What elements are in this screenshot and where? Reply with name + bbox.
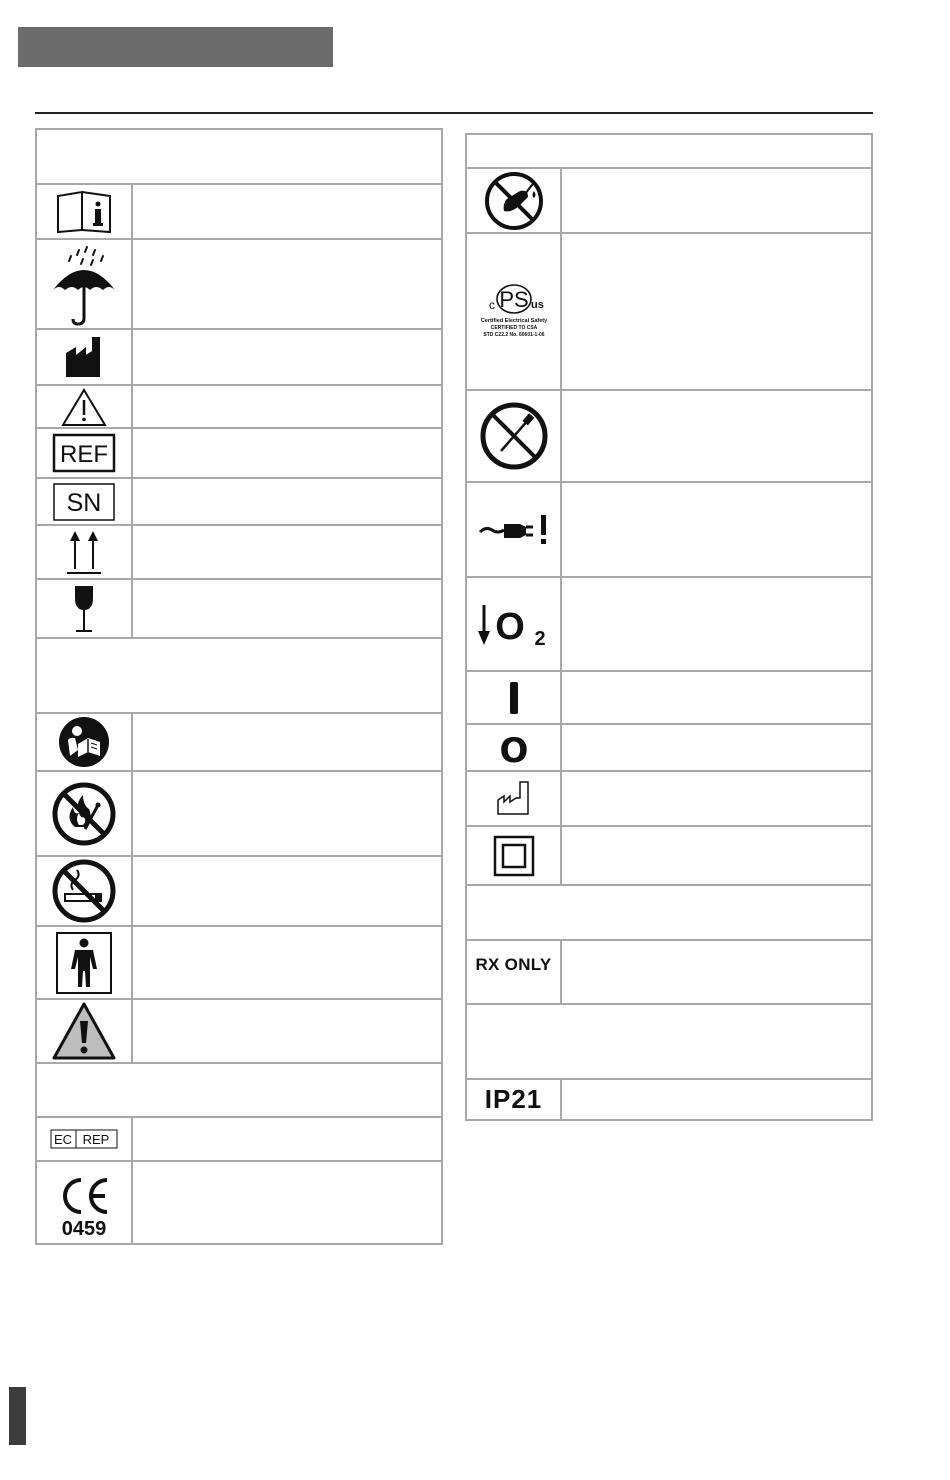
table-row bbox=[37, 386, 441, 429]
header-rule bbox=[35, 112, 873, 114]
left-symbol-table bbox=[35, 128, 443, 1245]
do-not-disassemble-icon bbox=[479, 401, 549, 471]
fragile-glass-icon bbox=[69, 584, 99, 634]
o2-label: O bbox=[494, 606, 525, 648]
table-row bbox=[37, 240, 441, 330]
table-row bbox=[467, 234, 871, 391]
caution-triangle-icon bbox=[60, 387, 108, 427]
header-bar bbox=[18, 27, 333, 67]
rep-label: REP bbox=[82, 1132, 110, 1147]
table-row bbox=[467, 941, 871, 1005]
power-on-label: I bbox=[513, 707, 514, 709]
table-row bbox=[467, 827, 871, 886]
ec-label: EC bbox=[53, 1132, 73, 1147]
no-oil-grease-icon bbox=[484, 171, 544, 231]
table-row bbox=[37, 1000, 441, 1064]
low-oxygen-icon bbox=[476, 599, 552, 649]
table-row bbox=[37, 772, 441, 857]
table-row bbox=[37, 580, 441, 639]
class-ii-equipment-icon bbox=[493, 835, 535, 877]
ce-mark-icon bbox=[49, 1168, 119, 1238]
read-manual-mandatory-icon bbox=[58, 716, 110, 768]
table-row bbox=[467, 483, 871, 578]
ce-number: 0459 bbox=[61, 1217, 107, 1238]
table-row bbox=[467, 725, 871, 772]
table-row bbox=[37, 857, 441, 927]
table-row bbox=[37, 1162, 441, 1243]
type-bf-applied-part-icon bbox=[55, 931, 113, 995]
table-row bbox=[37, 526, 441, 580]
manual-info-icon bbox=[54, 190, 114, 234]
csa-ps-label: PS bbox=[498, 286, 529, 312]
section-header-row bbox=[467, 1005, 871, 1080]
section-header-row bbox=[467, 886, 871, 941]
power-off-label: O bbox=[499, 730, 528, 766]
table-row bbox=[467, 1080, 871, 1119]
table-row bbox=[467, 169, 871, 234]
no-open-flame-icon bbox=[51, 781, 117, 847]
table-row bbox=[467, 672, 871, 725]
sn-label: SN bbox=[66, 488, 102, 517]
table-row bbox=[37, 479, 441, 526]
section-header-row bbox=[467, 135, 871, 169]
o2-subscript: 2 bbox=[533, 628, 546, 649]
reference-number-icon bbox=[52, 433, 116, 473]
manufacturer-factory-icon bbox=[62, 335, 106, 379]
ip21-rating-label: IP21 bbox=[484, 1084, 543, 1114]
table-row bbox=[37, 714, 441, 772]
table-row bbox=[467, 391, 871, 483]
page-side-tab bbox=[9, 1387, 26, 1445]
csa-c-label: c bbox=[488, 297, 495, 312]
section-header-row bbox=[37, 130, 441, 185]
csa-line1: Certified Electrical Safety bbox=[480, 317, 547, 324]
table-row bbox=[37, 927, 441, 1000]
csa-certification-icon bbox=[472, 282, 556, 342]
power-plug-warning-icon bbox=[478, 512, 550, 548]
table-row bbox=[37, 185, 441, 240]
keep-dry-umbrella-icon bbox=[49, 242, 119, 326]
section-header-row bbox=[37, 1064, 441, 1118]
csa-line2: CERTIFIED TO CSA bbox=[490, 324, 537, 331]
power-off-icon bbox=[499, 730, 529, 766]
date-of-manufacture-icon bbox=[494, 780, 534, 818]
table-row bbox=[37, 1118, 441, 1162]
general-warning-icon bbox=[51, 1001, 117, 1061]
table-row bbox=[37, 429, 441, 479]
rx-only-label: RX ONLY bbox=[475, 955, 552, 974]
no-smoking-icon bbox=[51, 858, 117, 924]
table-row bbox=[37, 330, 441, 386]
right-symbol-table bbox=[465, 133, 873, 1121]
ec-rep-icon bbox=[50, 1129, 118, 1149]
power-on-icon bbox=[504, 678, 524, 718]
serial-number-icon bbox=[52, 482, 116, 522]
table-row bbox=[467, 578, 871, 672]
this-way-up-icon bbox=[64, 529, 104, 575]
ref-label: REF bbox=[60, 441, 108, 468]
csa-us-label: us bbox=[530, 298, 544, 311]
section-header-row bbox=[37, 639, 441, 714]
csa-line3: STD C22.2 No. 60601-1-06 bbox=[482, 331, 545, 338]
table-row bbox=[467, 772, 871, 827]
